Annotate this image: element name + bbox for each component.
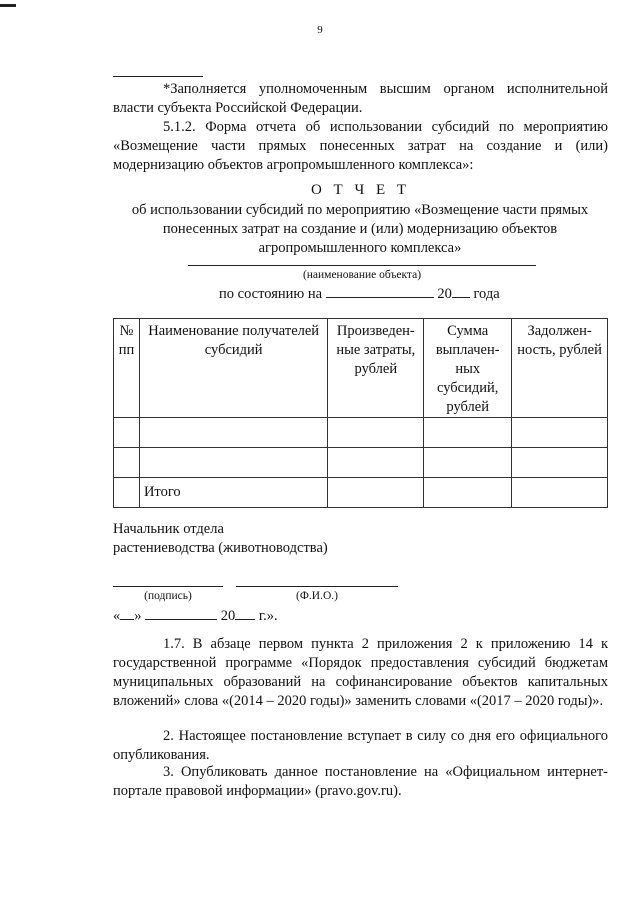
table-cell: [512, 418, 608, 448]
status-prefix: по состоянию на: [219, 286, 323, 302]
date-month-blank: [145, 605, 217, 620]
object-name-line: [188, 265, 536, 266]
table-cell: [424, 448, 512, 478]
paragraph-5-1-2: 5.1.2. Форма отчета об использовании субсидий по мероприятию «Возмещение части прямых понесенных затрат на создание и (или) модернизацию объектов агропромышленного комплекса»:: [113, 119, 608, 173]
paragraph-1-7: 1.7. В абзаце первом пункта 2 приложения 2 к приложению 14 к государственной программе «Порядок предоставления субсидий бюджетам муниципальных образований на софинансирование объектов капитальных вложений» слова «(2014 – 2020 годы)» заменить словами «(2017 – 2020 годы)».: [113, 636, 608, 709]
signature-line: [113, 586, 223, 587]
table-cell: [424, 418, 512, 448]
table-cell: [424, 478, 512, 508]
table-row: [114, 418, 608, 448]
header-debt: Задолжен-ность, рублей: [512, 319, 608, 418]
table-cell: [114, 448, 140, 478]
header-costs: Произведен-ные затраты, рублей: [328, 319, 424, 418]
full-name-line: [236, 586, 398, 587]
page-number: 9: [317, 24, 323, 36]
signature-date-line: [113, 605, 278, 626]
date-year-prefix: 20: [220, 608, 236, 624]
header-recipients: Наименование получателей субсидий: [139, 319, 327, 418]
table-total-row: [114, 478, 608, 508]
date-year-blank: [235, 605, 255, 620]
object-name-caption: (наименование объекта): [302, 269, 422, 281]
signatory-title-1: Начальник отдела: [113, 521, 224, 537]
table-cell: [328, 448, 424, 478]
report-table: [113, 318, 608, 508]
table-cell: [512, 448, 608, 478]
table-header-row: [114, 319, 608, 418]
header-number: № пп: [114, 319, 140, 418]
date-close-quote: »: [134, 608, 142, 624]
table-cell: [328, 478, 424, 508]
date-suffix: г.».: [258, 608, 278, 624]
table-cell: [114, 418, 140, 448]
status-year-blank: [452, 283, 470, 298]
status-date-blank: [326, 283, 434, 298]
table-cell: [328, 418, 424, 448]
date-open-quote: «: [113, 608, 121, 624]
footnote: *Заполняется уполномоченным высшим органом исполнительной власти субъекта Российской Федерации.: [113, 81, 608, 116]
status-year-prefix: 20: [437, 286, 452, 302]
paragraph-2: 2. Настоящее постановление вступает в силу со дня его официального опубликования.: [113, 728, 608, 763]
table-cell: [139, 448, 327, 478]
total-label: Итого: [139, 478, 327, 508]
table-row: [114, 448, 608, 478]
table-cell: [114, 478, 140, 508]
table-cell: [139, 418, 327, 448]
full-name-caption: (Ф.И.О.): [296, 590, 338, 602]
paragraph-3: 3. Опубликовать данное постановление на «Официальном интернет-портале правовой информации» (pravo.gov.ru).: [113, 764, 608, 799]
header-subsidies-paid: Сумма выплачен-ных субсидий, рублей: [424, 319, 512, 418]
status-date-line: [219, 283, 500, 304]
date-day-blank: [120, 605, 134, 620]
table-cell: [512, 478, 608, 508]
signature-caption: (подпись): [144, 590, 192, 602]
report-subtitle: об использовании субсидий по мероприятию «Возмещение части прямых понесенных затрат на создание и (или) модернизацию объектов агропромышленного комплекса»: [131, 202, 589, 256]
report-title: О Т Ч Е Т: [310, 182, 411, 198]
signatory-title-2: растениеводства (животноводства): [113, 540, 328, 556]
scan-edge-mark: [0, 4, 16, 7]
status-suffix: года: [473, 286, 500, 302]
footnote-rule: [113, 76, 203, 77]
